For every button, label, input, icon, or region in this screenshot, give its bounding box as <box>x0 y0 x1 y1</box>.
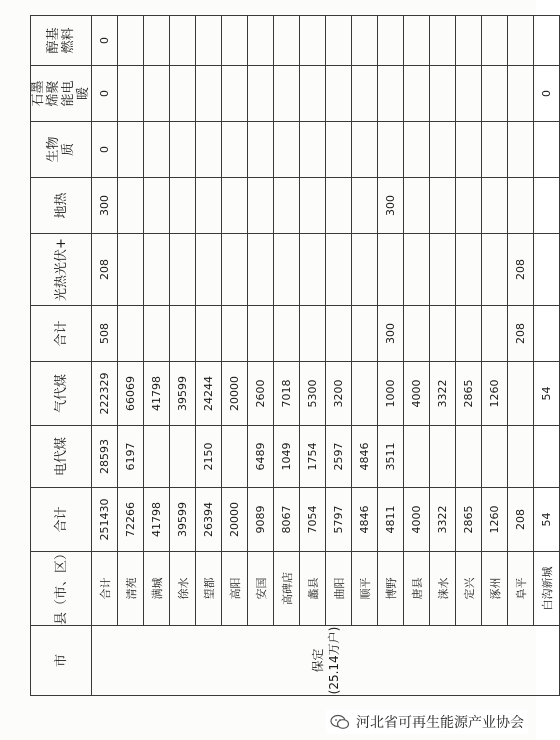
gas-cell: 20000 <box>222 362 248 426</box>
table-row <box>170 16 196 696</box>
solar-cell <box>404 234 430 306</box>
biomass-cell <box>300 122 326 178</box>
table-row <box>430 16 456 696</box>
graphene-cell <box>430 66 456 122</box>
alcohol-cell <box>326 16 352 66</box>
total-cell: 5797 <box>326 488 352 552</box>
biomass-cell <box>534 122 560 178</box>
alcohol-cell <box>170 16 196 66</box>
biomass-cell <box>222 122 248 178</box>
subtotal-cell <box>482 306 508 362</box>
county-cell: 高碑店 <box>274 552 300 626</box>
table-row <box>352 16 378 696</box>
graphene-cell <box>456 66 482 122</box>
solar-cell: 208 <box>92 234 118 306</box>
county-cell: 定兴 <box>456 552 482 626</box>
gas-cell: 1000 <box>378 362 404 426</box>
graphene-cell <box>196 66 222 122</box>
geothermal-cell <box>508 178 534 234</box>
geothermal-cell <box>170 178 196 234</box>
county-cell: 阜平 <box>508 552 534 626</box>
gas-cell <box>508 362 534 426</box>
biomass-cell <box>196 122 222 178</box>
biomass-cell <box>326 122 352 178</box>
solar-cell <box>352 234 378 306</box>
solar-cell <box>144 234 170 306</box>
graphene-cell <box>222 66 248 122</box>
table-row <box>118 16 144 696</box>
alcohol-cell <box>274 16 300 66</box>
subtotal-cell <box>456 306 482 362</box>
solar-cell <box>118 234 144 306</box>
solar-cell <box>274 234 300 306</box>
graphene-cell <box>144 66 170 122</box>
geothermal-cell <box>248 178 274 234</box>
solar-cell <box>482 234 508 306</box>
electric-cell <box>508 426 534 488</box>
county-cell: 曲阳 <box>326 552 352 626</box>
subtotal-cell <box>222 306 248 362</box>
geothermal-cell <box>352 178 378 234</box>
biomass-cell <box>274 122 300 178</box>
city-name: 保定 <box>310 648 325 673</box>
graphene-cell <box>170 66 196 122</box>
total-cell: 1260 <box>482 488 508 552</box>
subtotal-cell <box>300 306 326 362</box>
total-cell: 9089 <box>248 488 274 552</box>
gas-cell: 39599 <box>170 362 196 426</box>
solar-cell <box>378 234 404 306</box>
header-total: 合计 <box>31 488 92 552</box>
solar-cell <box>456 234 482 306</box>
biomass-cell <box>508 122 534 178</box>
geothermal-cell: 300 <box>92 178 118 234</box>
alcohol-cell <box>482 16 508 66</box>
county-cell: 顺平 <box>352 552 378 626</box>
geothermal-cell <box>456 178 482 234</box>
graphene-cell <box>300 66 326 122</box>
solar-cell <box>196 234 222 306</box>
alcohol-cell: 0 <box>92 16 118 66</box>
biomass-cell <box>144 122 170 178</box>
watermark-text: 河北省可再生能源产业协会 <box>356 715 524 731</box>
subtotal-cell <box>170 306 196 362</box>
alcohol-cell <box>404 16 430 66</box>
alcohol-cell <box>508 16 534 66</box>
subtotal-cell <box>196 306 222 362</box>
geothermal-cell <box>144 178 170 234</box>
total-cell: 208 <box>508 488 534 552</box>
city-households: (25.14万户) <box>326 626 341 695</box>
total-cell: 8067 <box>274 488 300 552</box>
subtotal-cell <box>352 306 378 362</box>
biomass-cell: 0 <box>92 122 118 178</box>
graphene-cell <box>378 66 404 122</box>
county-cell: 涿州 <box>482 552 508 626</box>
graphene-cell <box>482 66 508 122</box>
solar-cell <box>326 234 352 306</box>
table-row <box>456 16 482 696</box>
solar-cell <box>430 234 456 306</box>
gas-cell: 24244 <box>196 362 222 426</box>
solar-cell <box>300 234 326 306</box>
subtotal-cell: 508 <box>92 306 118 362</box>
electric-cell <box>482 426 508 488</box>
alcohol-cell <box>144 16 170 66</box>
geothermal-cell <box>326 178 352 234</box>
total-cell: 20000 <box>222 488 248 552</box>
total-cell: 26394 <box>196 488 222 552</box>
table-row <box>404 16 430 696</box>
biomass-cell <box>378 122 404 178</box>
alcohol-cell <box>430 16 456 66</box>
gas-cell: 5300 <box>300 362 326 426</box>
electric-cell <box>456 426 482 488</box>
subtotal-cell: 208 <box>508 306 534 362</box>
electric-cell: 4846 <box>352 426 378 488</box>
header-subtotal: 合计 <box>31 306 92 362</box>
alcohol-cell <box>352 16 378 66</box>
biomass-cell <box>456 122 482 178</box>
gas-cell: 2865 <box>456 362 482 426</box>
table-row <box>144 16 170 696</box>
header-county: 县（市、区） <box>31 552 92 626</box>
solar-cell <box>222 234 248 306</box>
solar-cell <box>170 234 196 306</box>
header-electric: 电代煤 <box>31 426 92 488</box>
table-row <box>508 16 534 696</box>
alcohol-cell <box>196 16 222 66</box>
county-cell: 博野 <box>378 552 404 626</box>
county-cell: 徐水 <box>170 552 196 626</box>
graphene-cell <box>508 66 534 122</box>
gas-cell: 4000 <box>404 362 430 426</box>
electric-cell <box>534 426 560 488</box>
table-row <box>300 16 326 696</box>
header-city: 市 <box>31 626 92 696</box>
solar-cell <box>534 234 560 306</box>
subtotal-cell <box>274 306 300 362</box>
total-cell: 4000 <box>404 488 430 552</box>
header-graphene: 石墨烯聚能电暖 <box>31 66 92 122</box>
subtotal-cell <box>430 306 456 362</box>
subtotal-cell <box>144 306 170 362</box>
graphene-cell <box>248 66 274 122</box>
gas-cell: 1260 <box>482 362 508 426</box>
geothermal-cell <box>196 178 222 234</box>
total-cell: 54 <box>534 488 560 552</box>
geothermal-cell <box>534 178 560 234</box>
total-cell: 4846 <box>352 488 378 552</box>
alcohol-cell <box>222 16 248 66</box>
wechat-icon <box>330 714 350 730</box>
table-row <box>248 16 274 696</box>
graphene-cell <box>274 66 300 122</box>
table-row <box>196 16 222 696</box>
gas-cell: 222329 <box>92 362 118 426</box>
biomass-cell <box>118 122 144 178</box>
county-cell: 白沟新城 <box>534 552 560 626</box>
subtotal-cell <box>118 306 144 362</box>
geothermal-cell <box>404 178 430 234</box>
geothermal-cell <box>118 178 144 234</box>
alcohol-cell <box>118 16 144 66</box>
county-cell: 蠡县 <box>300 552 326 626</box>
gas-cell: 66069 <box>118 362 144 426</box>
total-cell: 251430 <box>92 488 118 552</box>
biomass-cell <box>352 122 378 178</box>
table-row <box>274 16 300 696</box>
geothermal-cell <box>274 178 300 234</box>
geothermal-cell <box>300 178 326 234</box>
electric-cell: 3511 <box>378 426 404 488</box>
table-row <box>222 16 248 696</box>
subtotal-cell <box>404 306 430 362</box>
alcohol-cell <box>300 16 326 66</box>
header-gas: 气代煤 <box>31 362 92 426</box>
table-row <box>326 16 352 696</box>
electric-cell: 2597 <box>326 426 352 488</box>
gas-cell: 2600 <box>248 362 274 426</box>
header-solar: 光热光伏+ <box>31 234 92 306</box>
graphene-cell <box>118 66 144 122</box>
biomass-cell <box>170 122 196 178</box>
graphene-cell <box>326 66 352 122</box>
subtotal-cell <box>534 306 560 362</box>
electric-cell: 6197 <box>118 426 144 488</box>
subtotal-cell <box>248 306 274 362</box>
subtotal-cell <box>326 306 352 362</box>
geothermal-cell <box>482 178 508 234</box>
graphene-cell: 0 <box>534 66 560 122</box>
graphene-cell <box>352 66 378 122</box>
alcohol-cell <box>534 16 560 66</box>
table-row <box>534 16 560 696</box>
electric-cell <box>144 426 170 488</box>
table-body <box>92 16 560 696</box>
county-cell: 满城 <box>144 552 170 626</box>
electric-cell: 2150 <box>196 426 222 488</box>
alcohol-cell <box>248 16 274 66</box>
county-cell: 涞水 <box>430 552 456 626</box>
solar-cell <box>248 234 274 306</box>
alcohol-cell <box>378 16 404 66</box>
table-row <box>92 16 118 696</box>
header-biomass: 生物质 <box>31 122 92 178</box>
gas-cell: 54 <box>534 362 560 426</box>
total-cell: 41798 <box>144 488 170 552</box>
header-geothermal: 地热 <box>31 178 92 234</box>
header-alcohol: 醇基燃料 <box>31 16 92 66</box>
gas-cell <box>352 362 378 426</box>
gas-cell: 41798 <box>144 362 170 426</box>
gas-cell: 7018 <box>274 362 300 426</box>
electric-cell: 28593 <box>92 426 118 488</box>
total-cell: 72266 <box>118 488 144 552</box>
header-row <box>31 16 92 696</box>
electric-cell: 6489 <box>248 426 274 488</box>
county-cell: 唐县 <box>404 552 430 626</box>
watermark <box>326 710 528 734</box>
geothermal-cell <box>222 178 248 234</box>
electric-cell <box>222 426 248 488</box>
solar-cell: 208 <box>508 234 534 306</box>
biomass-cell <box>430 122 456 178</box>
total-cell: 39599 <box>170 488 196 552</box>
electric-cell: 1754 <box>300 426 326 488</box>
table-row <box>378 16 404 696</box>
biomass-cell <box>404 122 430 178</box>
electric-cell <box>404 426 430 488</box>
geothermal-cell <box>430 178 456 234</box>
heating-table <box>30 15 560 696</box>
table-row <box>482 16 508 696</box>
total-cell: 2865 <box>456 488 482 552</box>
city-cell <box>92 626 560 696</box>
county-cell: 清苑 <box>118 552 144 626</box>
gas-cell: 3322 <box>430 362 456 426</box>
electric-cell <box>170 426 196 488</box>
county-cell: 合计 <box>92 552 118 626</box>
total-cell: 7054 <box>300 488 326 552</box>
geothermal-cell: 300 <box>378 178 404 234</box>
graphene-cell: 0 <box>92 66 118 122</box>
gas-cell: 3200 <box>326 362 352 426</box>
alcohol-cell <box>456 16 482 66</box>
electric-cell: 1049 <box>274 426 300 488</box>
graphene-cell <box>404 66 430 122</box>
biomass-cell <box>248 122 274 178</box>
electric-cell <box>430 426 456 488</box>
county-cell: 安国 <box>248 552 274 626</box>
county-cell: 望都 <box>196 552 222 626</box>
biomass-cell <box>482 122 508 178</box>
subtotal-cell: 300 <box>378 306 404 362</box>
total-cell: 4811 <box>378 488 404 552</box>
county-cell: 高阳 <box>222 552 248 626</box>
total-cell: 3322 <box>430 488 456 552</box>
